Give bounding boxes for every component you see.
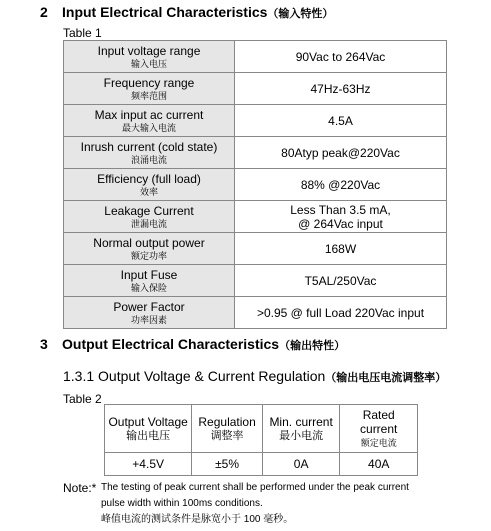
table-row: [64, 73, 447, 105]
row-value: 168W: [235, 233, 447, 265]
table-row: [64, 265, 447, 297]
row-label: Leakage Current 泄漏电流: [64, 201, 235, 233]
row-value: 88% @220Vac: [235, 169, 447, 201]
section-heading-output: [40, 336, 345, 353]
table-row: [64, 105, 447, 137]
cell-regulation: ±5%: [192, 453, 263, 476]
section-heading-input: [40, 4, 333, 21]
note-line-3: 峰值电流的测试条件是脉宽小于 100 毫秒。: [101, 514, 294, 525]
row-value: 47Hz-63Hz: [235, 73, 447, 105]
table-row: [64, 41, 447, 73]
row-label: Input Fuse 输入保险: [64, 265, 235, 297]
header-regulation: Regulation 调整率: [192, 405, 263, 453]
subsection-title: 1.3.1 Output Voltage & Current Regulation: [63, 368, 326, 384]
section-number: 2: [40, 4, 48, 20]
section-number: 3: [40, 336, 48, 352]
row-value: 90Vac to 264Vac: [235, 41, 447, 73]
table-row: [64, 297, 447, 329]
cell-rated-current: 40A: [340, 453, 418, 476]
row-label: Efficiency (full load) 效率: [64, 169, 235, 201]
row-label: Power Factor 功率因素: [64, 297, 235, 329]
row-value: T5AL/250Vac: [235, 265, 447, 297]
section-title: Input Electrical Characteristics: [62, 4, 268, 20]
note-line-1: The testing of peak current shall be performed under the peak current: [101, 482, 409, 493]
row-value: 4.5A: [235, 105, 447, 137]
section-title-cn: （输入特性）: [267, 8, 334, 20]
output-regulation-table: [104, 404, 418, 476]
header-min-current: Min. current 最小电流: [262, 405, 340, 453]
header-rated-current: Rated current 额定电流: [340, 405, 418, 453]
row-label: Max input ac current 最大输入电流: [64, 105, 235, 137]
input-characteristics-table: [63, 40, 447, 329]
row-label: Normal output power 额定功率: [64, 233, 235, 265]
subsection-title-cn: （输出电压电流调整率）: [325, 372, 447, 384]
table-header-row: [105, 405, 418, 453]
table2-caption: Table 2: [63, 392, 102, 406]
note-line-2: pulse width within 100ms conditions.: [101, 498, 263, 509]
table-row: [64, 169, 447, 201]
row-label: Inrush current (cold state) 浪涌电流: [64, 137, 235, 169]
row-value: Less Than 3.5 mA, @ 264Vac input: [235, 201, 447, 233]
row-label: Frequency range 频率范围: [64, 73, 235, 105]
row-value: 80Atyp peak@220Vac: [235, 137, 447, 169]
row-value: >0.95 @ full Load 220Vac input: [235, 297, 447, 329]
section-title-cn: （输出特性）: [279, 340, 346, 352]
table-row: [64, 233, 447, 265]
cell-min-current: 0A: [262, 453, 340, 476]
table1-caption: Table 1: [63, 26, 102, 40]
section-title: Output Electrical Characteristics: [62, 336, 280, 352]
table-row: [64, 137, 447, 169]
note-label: Note:*: [63, 481, 97, 495]
cell-output-voltage: +4.5V: [105, 453, 192, 476]
row-label: Input voltage range 输入电压: [64, 41, 235, 73]
table-row: [64, 201, 447, 233]
table-row: [105, 453, 418, 476]
header-output-voltage: Output Voltage 输出电压: [105, 405, 192, 453]
subsection-heading: [63, 368, 446, 385]
